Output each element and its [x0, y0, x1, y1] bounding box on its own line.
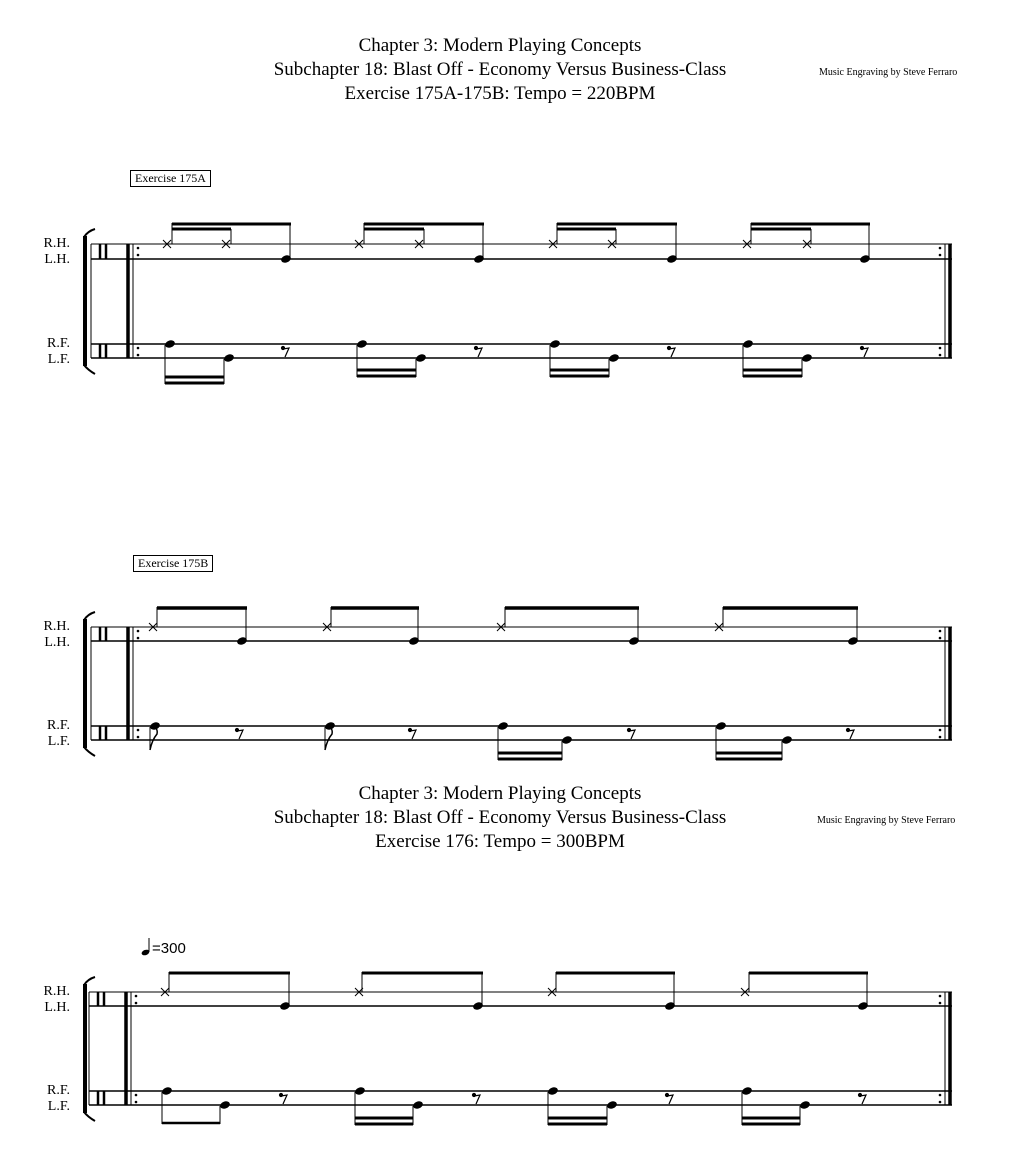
exercise-title: Exercise 175A-175B: Tempo = 220BPM — [344, 83, 656, 104]
staff-label-lf: L.F. — [47, 1099, 70, 1114]
exercise-title: Exercise 176: Tempo = 300BPM — [375, 831, 625, 852]
staff-label-rf: R.F. — [46, 718, 70, 733]
exercise-label-175b: Exercise 175B — [133, 555, 213, 572]
eighth-rest-icon — [665, 1093, 673, 1104]
staff-label-lh: L.H. — [44, 1000, 70, 1015]
chapter-title: Chapter 3: Modern Playing Concepts — [358, 35, 642, 56]
staff-label-lf: L.F. — [47, 352, 70, 367]
staff-label-rh: R.H. — [43, 236, 70, 251]
tempo-value: =300 — [152, 940, 186, 957]
staff-label-rh: R.H. — [43, 984, 70, 999]
subchapter-title: Subchapter 18: Blast Off - Economy Versus Business-Class — [273, 807, 727, 828]
staff-label-lh: L.H. — [44, 252, 70, 267]
exercise-label-175a: Exercise 175A — [130, 170, 211, 187]
staff-label-rh: R.H. — [43, 619, 70, 634]
engraving-credit: Music Engraving by Steve Ferraro — [817, 815, 956, 826]
staff-label-rf: R.F. — [46, 1083, 70, 1098]
staff-label-lh: L.H. — [44, 635, 70, 650]
engraving-credit: Music Engraving by Steve Ferraro — [819, 67, 958, 78]
subchapter-title: Subchapter 18: Blast Off - Economy Versus Business-Class — [273, 59, 727, 80]
staff-label-rf: R.F. — [46, 336, 70, 351]
staff-label-lf: L.F. — [47, 734, 70, 749]
chapter-title: Chapter 3: Modern Playing Concepts — [358, 783, 642, 804]
eighth-rest-icon — [279, 1093, 287, 1104]
eighth-rest-icon — [472, 1093, 480, 1104]
eighth-rest-icon — [858, 1093, 866, 1104]
